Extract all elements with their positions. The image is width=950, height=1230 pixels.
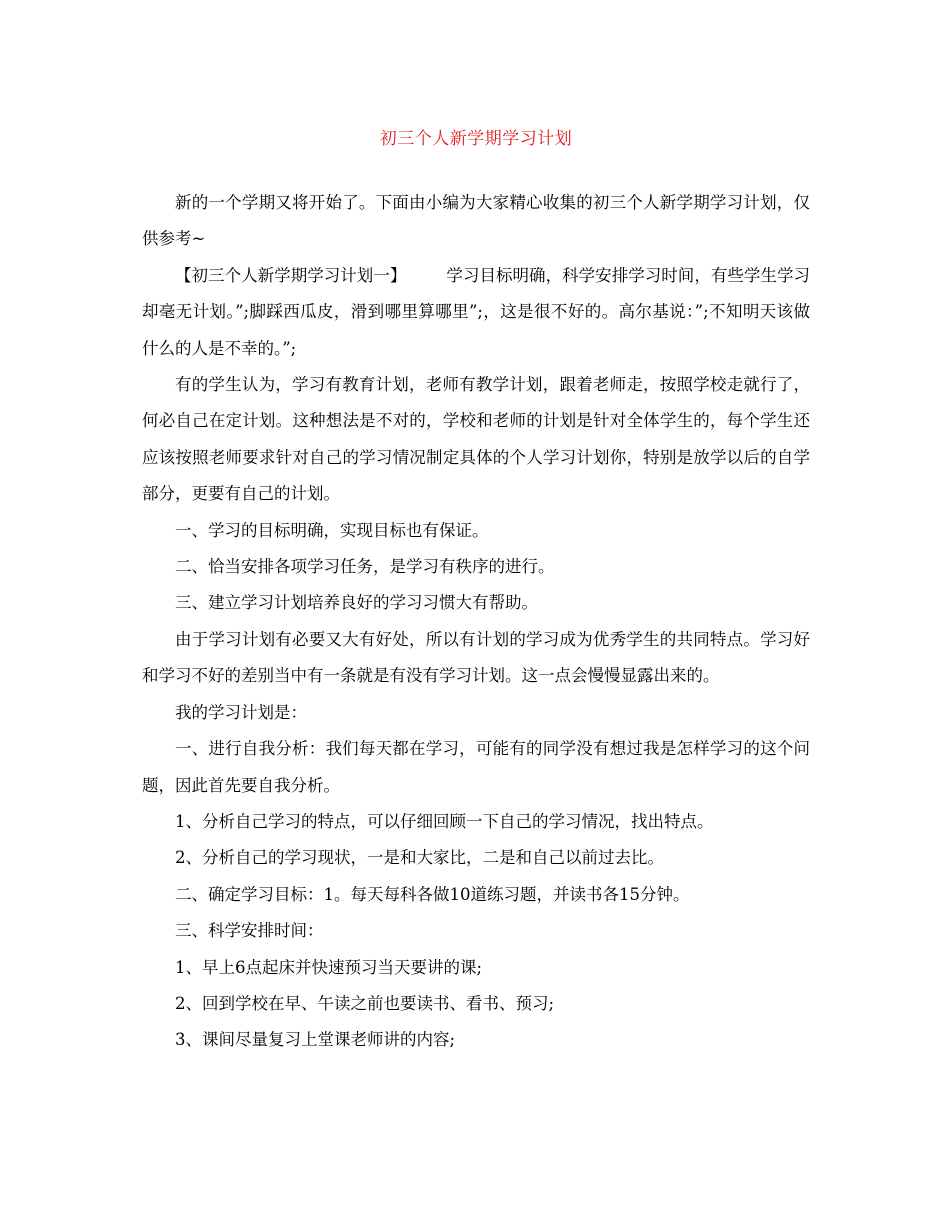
- list-item: 三、建立学习计划培养良好的学习习惯大有帮助。: [175, 593, 538, 613]
- body-paragraph: 有的学生认为，学习有教育计划，老师有教学计划，跟着老师走，按照学校走就行了，何必自己在定计划。这种想法是不对的，学校和老师的计划是针对全体学生的，每个学生还应该按照老师要求针对自己的学习情况制定具体的个人学习计划你，特别是放学以后的自学部分，更要有自己的计划。: [142, 375, 810, 504]
- list-item: 2、回到学校在早、午读之前也要读书、看书、预习;: [175, 993, 555, 1013]
- list-item: 1、早上6点起床并快速预习当天要讲的课;: [175, 957, 483, 977]
- plan-one-heading: 【初三个人新学期学习计划一】: [175, 265, 407, 285]
- list-item: 二、恰当安排各项学习任务，是学习有秩序的进行。: [175, 557, 555, 577]
- list-item: 一、学习的目标明确，实现目标也有保证。: [175, 520, 489, 540]
- plan-one-text: 学习目标明确，科学安排学习时间，有些学生学习却毫无计划。”;脚踩西瓜皮，滑到哪里算哪里”;，这是很不好的。高尔基说：”;不知明天该做什么的人是不幸的。”;: [142, 265, 811, 358]
- document-title: 初三个人新学期学习计划: [379, 129, 573, 149]
- list-item: 1、分析自己学习的特点，可以仔细回顾一下自己的学习情况，找出特点。: [175, 811, 714, 831]
- list-item: 3、课间尽量复习上堂课老师讲的内容;: [175, 1030, 456, 1050]
- document-body: [142, 185, 810, 1059]
- body-paragraph: 由于学习计划有必要又大有好处，所以有计划的学习成为优秀学生的共同特点。学习好和学习不好的差别当中有一条就是有没有学习计划。这一点会慢慢显露出来的。: [142, 629, 810, 686]
- section-heading: 一、进行自我分析：我们每天都在学习，可能有的同学没有想过我是怎样学习的这个问题，因此首先要自我分析。: [142, 739, 810, 795]
- section-heading: 三、科学安排时间：: [175, 921, 324, 941]
- body-paragraph: 我的学习计划是：: [175, 702, 307, 722]
- plan-one-paragraph: [142, 258, 810, 367]
- list-item: 2、分析自己的学习现状，一是和大家比，二是和自己以前过去比。: [175, 848, 664, 868]
- intro-paragraph: 新的一个学期又将开始了。下面由小编为大家精心收集的初三个人新学期学习计划，仅供参考~: [142, 193, 810, 249]
- section-heading: 二、确定学习目标：1。每天每科各做10道练习题，并读书各15分钟。: [175, 884, 690, 904]
